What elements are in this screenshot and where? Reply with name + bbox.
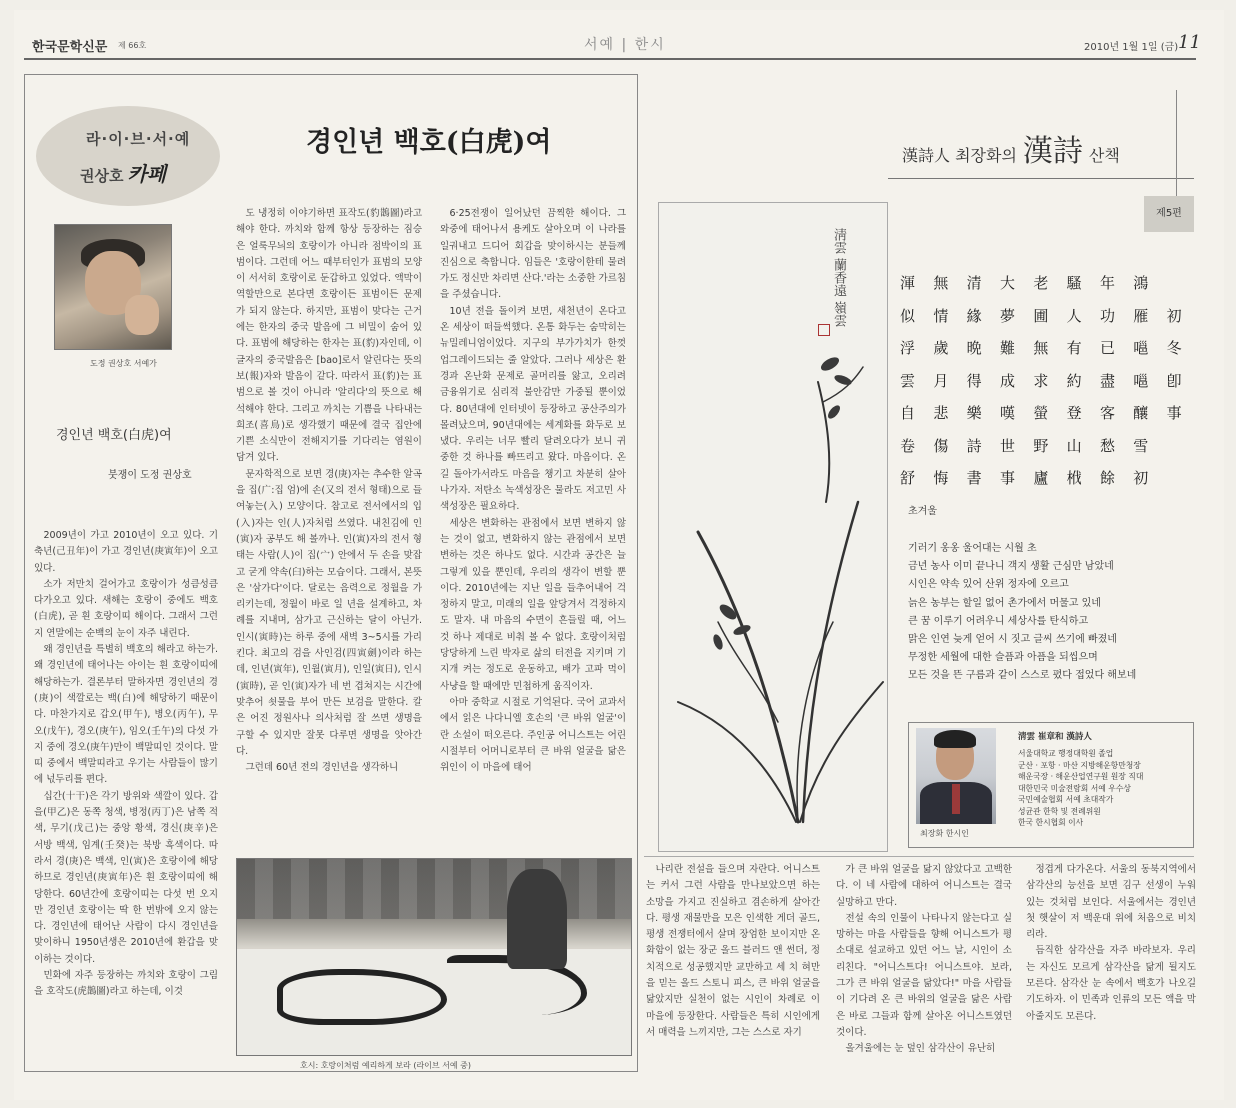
paragraph: 2009년이 가고 2010년이 오고 있다. 기축년(己丑年)이 가고 경인년(庚寅年)이 오고 있다. [34, 530, 218, 574]
poem-grid [900, 272, 1200, 500]
paragraph: 듬직한 삼각산을 자주 바라보자. 우리는 자신도 모르게 삼각산을 닮게 될지도 모른다. 삼각산 눈 속에서 백호가 나오길 기도하자. 이 민족과 인류의 모든 액을 막아줄지도 모른다. [1026, 945, 1196, 1022]
section-title: 서예 | 한시 [584, 37, 666, 53]
author-hand [125, 295, 159, 335]
bio-line: 서울대학교 행정대학원 졸업 [1018, 749, 1114, 758]
poet-hair [934, 730, 976, 748]
paragraph: 소가 저만치 걸어가고 호랑이가 성큼성큼 다가오고 있다. 새해는 호랑이 중에도 백호(白虎), 곧 흰 호랑이띠 해이다. 그래서 그런지 연말에는 순백의 눈이 자주 내린다. [34, 578, 218, 639]
poem-line: 모든 것을 뜬 구름과 같이 스스로 폈다 접었다 해보네 [908, 670, 1137, 682]
poem-char: 雲 [900, 371, 916, 390]
orchid-ink-drawing [658, 202, 888, 852]
poem-char: 螢 [1033, 404, 1049, 422]
hansi-prefix: 漢詩人 최장화의 [902, 146, 1017, 165]
poem-char: 雁 [1133, 306, 1149, 325]
article-column-2 [236, 206, 422, 858]
bio-line: 군산 · 포항 · 마산 지방해운항만청장 [1018, 760, 1141, 770]
poem-char: 嗈 [1133, 371, 1149, 390]
article-column-3 [440, 206, 626, 858]
poem-char: 求 [1033, 371, 1049, 390]
paragraph: 문자학적으로 보면 경(庚)자는 추수한 알곡을 집(广:집 엄)에 손(又의 전서 형태)으로 들여놓는(入) 모양이다. 참고로 전서에서의 입(入)자는 인(人)자처럼 쓰였다. 내친김에 인(寅)자 공부도 해 볼까나. 인(寅)자의 전서 형태는 사람(人)이 집(宀) 안에서 두 손을 맞잡고 굳게 약속(臼)하는 모습이다. 그래서, 본뜻은 '삼가다'이다. 달로는 음력으로 정월을 가리키는데, 정월이 바로 일 년을 설계하고, 차례를 지내며, 삼가고 근신하는 달이 아닌가. 인시(寅時)는 하루 중에 새벽 3~5시를 가리킨다. 최고의 검을 사인검(四寅劍)이라 하는데, 인년(寅年), 인월(寅月), 인일(寅日), 인시(寅時), 곧 인(寅)자가 네 번 겹쳐지는 시간에 맞추어 쇳물을 부어 만든 보검을 말한다. 칼은 어진 정원사나 의사처럼 잘 쓰면 생명을 구할 수 있지만 잘못 다루면 생명을 앗아간다. [236, 468, 422, 757]
column-logo-line2 [80, 158, 166, 187]
poem-char: 得 [966, 371, 982, 390]
poem-char: 舒 [900, 469, 916, 487]
poem-line: 무정한 세월에 대한 슬픔과 아픔을 되씹으며 [908, 652, 1098, 664]
paragraph: 전설 속의 인물이 나타나지 않는다고 실망하는 마을 사람들을 향해 어니스트가 평소대로 설교하고 있던 어느 날, 시인이 소리친다. "어니스트다! 어니스트야. 보라, 그가 큰 바위 얼굴을 닮았다!" 마을 사람들이 기다려 온 큰 바위의 얼굴을 닮은 사람은 바로 그들과 함께 살아온 어니스트였던 것이다. [836, 912, 1012, 1038]
paragraph: 민화에 자주 등장하는 까치와 호랑이 그림을 호작도(虎鵲圖)라고 하는데, 이것 [34, 970, 218, 998]
poem-char: 大 [999, 274, 1015, 292]
poem-char: 自 [900, 404, 916, 422]
article-column-4 [646, 862, 820, 1068]
poem-char: 初 [1166, 306, 1182, 325]
poem-char: 樂 [966, 404, 982, 422]
article-column-6 [1026, 862, 1196, 1068]
author-photo-caption: 도정 권상호 서예가 [90, 359, 157, 368]
poem-char: 緣 [966, 306, 982, 325]
poem-row [900, 272, 1200, 305]
article-headline: 경인년 백호(白虎)여 [306, 127, 552, 158]
poem-char: 悔 [933, 469, 949, 487]
poem-char: 初 [1133, 469, 1149, 487]
paragraph: 가 큰 바위 얼굴을 닮지 않았다고 고백한다. 이 네 사람에 대하여 어니스트는 결국 실망하고 만다. [836, 864, 1012, 908]
poem-char: 有 [1066, 339, 1082, 357]
poem-line: 금년 농사 이미 끝나니 객지 생활 근심만 남았네 [908, 561, 1114, 573]
poem-char: 約 [1066, 371, 1082, 390]
poem-char: 清 [966, 274, 982, 292]
poet-name: 淸雲 崔章和 漢詩人 [1018, 732, 1092, 742]
poem-char: 嘆 [999, 404, 1015, 422]
paragraph: 그런데 60년 전의 경인년을 생각하니 [245, 762, 399, 774]
poem-korean-translation [908, 540, 1198, 686]
photo-crowd [237, 859, 632, 919]
orchid-inscription: 淸雲 蘭香遠 嶺雲 [831, 228, 846, 328]
issue-number: 제 66호 [118, 41, 147, 50]
poem-char: 栰 [1066, 469, 1082, 487]
poem-char: 功 [1099, 306, 1115, 325]
section-divider [644, 856, 1194, 857]
poem-char: 客 [1099, 404, 1115, 422]
poem-char: 成 [999, 371, 1015, 390]
paragraph: 올겨울에는 눈 덮인 삼각산이 유난히 [845, 1043, 996, 1055]
bio-line: 대한민국 미술전람회 서예 우수상 [1018, 783, 1131, 793]
poem-char: 詩 [966, 436, 982, 455]
issue-date: 2010년 1월 1일 (금) [1084, 42, 1179, 53]
column-logo [36, 106, 220, 206]
poem-char: 老 [1033, 274, 1049, 292]
poem-char: 晩 [966, 339, 982, 357]
poet-photo [916, 728, 996, 824]
calligraphy-photo [236, 858, 632, 1056]
poem-char: 似 [900, 306, 916, 325]
column-logo-line1: 라·이·브·서·예 [86, 130, 191, 148]
paragraph: 10년 전을 돌이켜 보면, 새천년이 온다고 온 세상이 떠들썩했다. 온통 화두는 숨막히는 뉴밀레니엄이었다. 지구의 부가가치가 한껏 업그레이드되는 줄 알았다. 그러나 세상은 환경과 온난화 문제로 골머리를 앓고, 오리려 금융위기로 심리적 불안감만 가중될 뿐이었다. 80년대에 인터넷이 등장하고 공산주의가 몰려났으며, 90년대에는 세계화를 화두로 보냈다. 우리는 너무 빨리 달려오다가 보니 귀중한 것 하나를 빠뜨리고 왔다. 마음이다. 온 길 돌아가서라도 마음을 챙기고 차분히 살아나가자. 저탄소 녹색성장은 물라도 저고민 사색성장은 필요하다. [440, 305, 626, 513]
poem-char: 餘 [1099, 469, 1115, 487]
poem-char: 釀 [1133, 404, 1149, 422]
hansi-heading [902, 126, 1120, 170]
paragraph: 도 냉정히 이야기하면 표작도(豹鵲圖)라고 해야 한다. 까치와 함께 항상 등장하는 짐승은 얼룩무늬의 호랑이가 아니라 점박이의 표범이다. 그런데 어느 때부터인가 표범의 모양이 서서히 호랑이로 둔갑하고 있었다. 액막이 역할만으로 본다면 호랑이든 표범이든 문제가 되지 않는다. 하지만, 표범이 맞다는 근거에는 한자의 중국 발음에 그 비밀이 숨어 있다. 표범에 해당하는 한자는 표(豹)자인데, 이 글자의 중국발음은 [bao]로서 알린다는 뜻의 보(報)자와 발음이 같다. 따라서 표(豹)는 표범으로 볼 것이 아니라 '알리다'의 뜻으로 해석해야 한다. 그리고 까치는 기쁨을 나타내는 희조(喜鳥)로 생각했기 때문에 결국 집안에 기쁜 소식만이 전해지기를 기다리는 염원이 담겨 있다. [236, 208, 422, 464]
paragraph: 나리란 전설을 들으며 자란다. 어니스트는 커서 그런 사람을 만나보았으면 하는 소망을 가지고 진실하고 겸손하게 살아간다. 평생 재물만을 모은 인색한 게더 골드, 평생 전쟁터에서 살며 장엄한 보이지만 온화함이 없는 장군 올드 블러드 앤 썬더, 정치적으로 성공했지만 교만하고 세 치 혀만을 믿는 올드 스토니 피스, 큰 바위 얼굴을 닮았지만 실천이 없는 시인이 차례로 이 마을에 등장한다. 사람들은 특히 시인에게서 매력을 느끼지만, 그는 스스로 자기 [646, 864, 820, 1038]
poem-char: 廬 [1033, 469, 1049, 487]
poem-char: 事 [999, 469, 1015, 487]
poem-char [1167, 467, 1200, 500]
poem-char: 年 [1099, 274, 1115, 292]
bio-line: 한국 한시협회 이사 [1018, 818, 1084, 827]
poem-char: 鴻 [1133, 274, 1149, 292]
poem-char: 夢 [999, 306, 1015, 325]
poem-char: 事 [1166, 404, 1182, 422]
poem-char: 已 [1099, 339, 1115, 357]
side-title: 경인년 백호(白虎)여 [56, 428, 172, 443]
poem-line: 늙은 농부는 할일 없어 촌가에서 머물고 있네 [908, 597, 1101, 609]
poem-char: 渾 [900, 274, 916, 292]
photo-calligrapher [507, 869, 567, 969]
poem-char: 冬 [1166, 339, 1182, 357]
poem-char: 圃 [1033, 306, 1049, 325]
bio-line: 해운국장 · 해운산업연구원 원장 직대 [1018, 772, 1144, 781]
poem-korean-title: 초겨울 [908, 506, 937, 517]
poem-char: 嗈 [1133, 339, 1149, 357]
hansi-rule [888, 178, 1194, 179]
bio-line: 성균관 한학 및 전례위원 [1018, 806, 1101, 816]
poem-char [1167, 272, 1200, 305]
paragraph: 십간(十干)은 각기 방위와 색깔이 있다. 갑을(甲乙)은 동쪽 청색, 병정(丙丁)은 남쪽 적색, 무기(戊己)는 중앙 황색, 경신(庚辛)은 서방 백색, 임계(壬癸)는 북방 흑색이다. 따라서 경(庚)은 백색, 인(寅)은 호랑이에 해당하므로 경인년(庚寅年)은 흰 호랑이띠에 해당한다. 60년간에 호랑이띠는 다섯 번 오지만 경인년 호랑이는 딱 한 번밖에 오지 않는다. 경인년에 태어난 사람이 다시 경인년을 맞이하니 1950년생은 2010년에 환갑을 맞이하는 것이다. [34, 790, 218, 965]
poem-char: 情 [933, 306, 949, 325]
series-badge: 제5편 [1144, 196, 1194, 232]
poem-line: 시인은 약속 있어 산위 정자에 오르고 [908, 579, 1069, 591]
poem-line: 맑은 인연 늦게 얻어 시 짓고 글씨 쓰기에 빠졌네 [908, 634, 1117, 646]
poem-char: 無 [1033, 339, 1049, 357]
poem-char: 難 [999, 339, 1015, 357]
poem-char: 登 [1066, 404, 1082, 422]
poem-char: 歲 [933, 339, 949, 357]
calligraphy-photo-caption: 호시: 호랑이처럼 예리하게 보라 (라이브 서예 중) [300, 1061, 472, 1070]
author-byline: 붓쟁이 도정 권상호 [108, 470, 192, 481]
author-photo [54, 224, 172, 350]
poem-char: 愁 [1099, 436, 1115, 455]
page-number: 11 [1178, 32, 1201, 53]
poem-char: 卷 [900, 436, 916, 455]
poem-char: 雪 [1133, 436, 1149, 455]
paragraph: 왜 경인년을 특별히 백호의 해라고 하는가. 왜 경인년에 태어나는 아이는 흰 호랑이띠에 해당하는가. 결론부터 말하자면 경인년의 경(庚)이 색깔로는 백(白)에 해당하기 때문이다. 마찬가지로 갑오(甲午), 병오(丙午), 무오(戊午), 경오(庚午), 임오(壬午)의 다섯 가지 중에 경오(庚午)만이 백말띠인 것이다. 말띠 중에서 백말띠라고 우기는 사람들이 많기에 넋두리를 편다. [34, 644, 218, 786]
paragraph: 정겹게 다가온다. 서울의 동북지역에서 삼각산의 능선을 보면 김구 선생이 누워있는 것처럼 보인다. 서울에서는 경인년 첫 햇살이 저 백운대 위에 처음으로 비치리라. [1026, 864, 1196, 941]
poem-char: 月 [933, 371, 949, 390]
bio-line: 국민예술협회 서예 초대작가 [1018, 795, 1114, 804]
poem-char: 盡 [1099, 371, 1115, 390]
artist-seal [818, 324, 830, 336]
hansi-suffix: 산책 [1088, 146, 1120, 165]
poem-row [900, 305, 1200, 338]
poem-char: 騷 [1066, 274, 1082, 292]
column-author-name: 권상호 [80, 167, 124, 185]
poem-char: 世 [999, 436, 1015, 455]
poem-char: 書 [966, 469, 982, 487]
poem-char: 浮 [900, 339, 916, 357]
poem-char: 山 [1066, 436, 1082, 455]
poet-tie [952, 784, 960, 814]
poem-char: 悲 [933, 404, 949, 422]
poem-char: 野 [1033, 436, 1049, 455]
paragraph: 6·25전쟁이 일어났던 끔찍한 해이다. 그 와중에 태어나서 용케도 살아오며 이 나라를 일궈내고 드디어 회갑을 맞이하시는 분들께 진심으로 축합니다. 임들은 '호랑이한테 물려가도 정신만 차리면 산다.'라는 소중한 가르침을 주셨습니다. [440, 208, 626, 301]
hansi-big-title: 漢詩 [1022, 134, 1083, 169]
poem-row [900, 337, 1200, 370]
poet-photo-caption: 최장화 한시인 [920, 829, 969, 838]
poem-line: 큰 꿈 이루기 어려우니 세상사를 탄식하고 [908, 615, 1089, 627]
poem-char: 卽 [1166, 371, 1182, 390]
column-cafe-word: 카페 [127, 162, 167, 186]
paper-name: 한국문학신문 [32, 40, 108, 55]
poem-row [900, 435, 1200, 468]
masthead-rule [24, 58, 1196, 60]
poet-biography [1018, 748, 1190, 829]
paragraph: 아마 중학교 시절로 기억된다. 국어 교과서에서 읽은 나다니엘 호손의 '큰 바위 얼굴'이란 소설이 떠오른다. 주인공 어니스트는 어린 시절부터 어머니로부터 큰 바위 얼굴을 닮은 위인이 이 마을에 태어 [440, 696, 626, 774]
poem-char: 傷 [933, 436, 949, 455]
paragraph: 세상은 변화하는 관점에서 보면 변하지 않는 것이 없고, 변화하지 않는 관점에서 보면 변하는 것은 하나도 없다. 시간과 공간은 늘 그렇게 있을 뿐인데, 우리의 생각이 변할 뿐이다. 2010년에는 지난 일을 들추어내어 걱정하지 말고, 미래의 일을 앞당겨서 걱정하지도 말자. 내 마음의 수면이 흔들릴 때, 어느 것 하나 제대로 비춰 볼 수 없다. 호랑이처럼 당당하게 느린 박자로 삶의 터전을 지키며 기지개 켜는 정도로 운동하고, 배가 고파 먹이 사냥을 할 때에만 민첩하게 움직이자. [440, 517, 626, 692]
article-column-5 [836, 862, 1012, 1068]
article-column-1 [34, 528, 218, 1068]
masthead [18, 32, 1201, 56]
poem-char [1167, 435, 1200, 468]
poem-row [900, 402, 1200, 435]
poem-char: 無 [933, 274, 949, 292]
poem-row [900, 370, 1200, 403]
poem-line: 기러기 옹옹 울어대는 시월 초 [908, 543, 1037, 554]
poem-char: 人 [1066, 306, 1082, 325]
poem-row [900, 467, 1200, 500]
